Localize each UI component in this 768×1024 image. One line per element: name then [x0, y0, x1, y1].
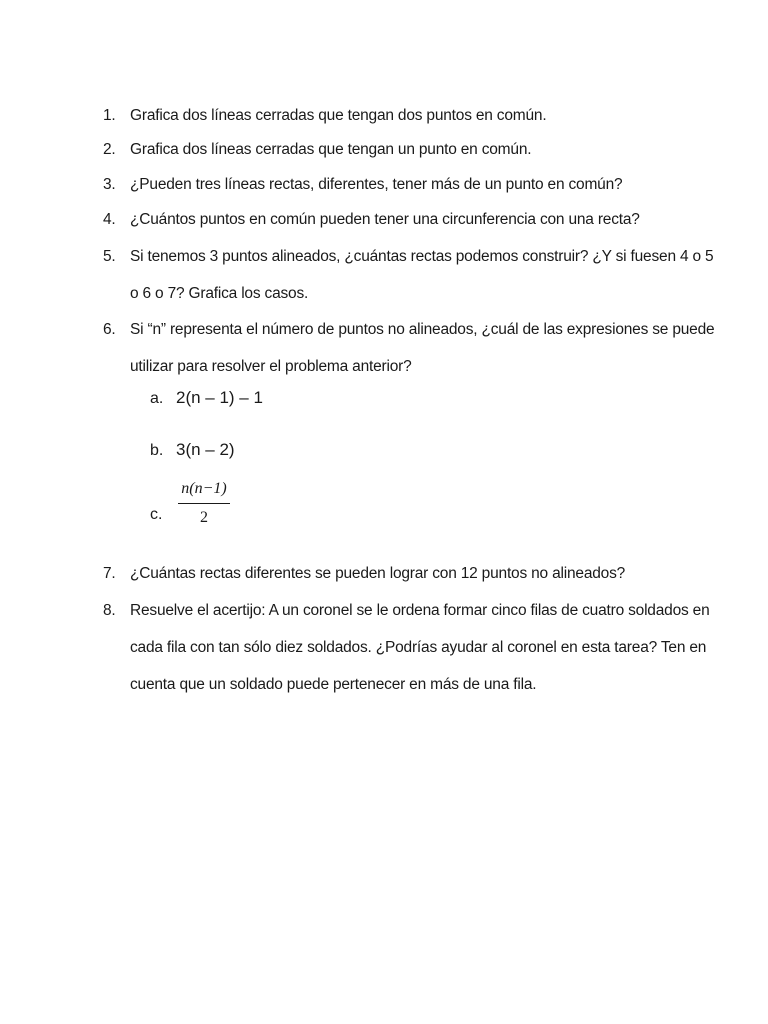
question-7 [103, 555, 723, 592]
question-text: Resuelve el acertijo: A un coronel se le ordena formar cinco filas de cuatro soldados en cada fila con tan sólo diez soldados. ¿Podrías ayudar al coronel en esta tarea? Ten en cuenta que un soldado puede pertenecer en más de una fila. [130, 602, 710, 693]
fraction-denominator: 2 [200, 509, 208, 526]
question-number: 6. [103, 321, 116, 338]
question-number: 2. [103, 141, 116, 158]
question-text: Grafica dos líneas cerradas que tengan un punto en común. [130, 141, 532, 158]
option-c-fraction [178, 478, 230, 529]
question-text: ¿Cuántos puntos en común pueden tener una circunferencia con una recta? [130, 211, 640, 228]
question-number: 7. [103, 565, 116, 582]
fraction-bar [178, 503, 230, 504]
question-4 [103, 201, 723, 238]
question-number: 4. [103, 211, 116, 228]
option-expression: 3(n – 2) [176, 440, 235, 459]
question-2 [103, 131, 723, 168]
fraction-numerator: n(n−1) [181, 480, 227, 497]
question-8 [103, 592, 723, 703]
question-text: ¿Pueden tres líneas rectas, diferentes, tener más de un punto en común? [130, 176, 623, 193]
question-5 [103, 238, 723, 312]
question-text: Si “n” representa el número de puntos no alineados, ¿cuál de las expresiones se puede utilizar para resolver el problema anterior? [130, 321, 715, 375]
question-number: 8. [103, 602, 116, 619]
option-a [150, 383, 263, 414]
question-text: ¿Cuántas rectas diferentes se pueden lograr con 12 puntos no alineados? [130, 565, 626, 582]
option-letter: b. [150, 442, 164, 459]
question-text: Grafica dos líneas cerradas que tengan dos puntos en común. [130, 107, 547, 124]
question-1 [103, 97, 723, 134]
option-letter: c. [150, 506, 163, 523]
question-6 [103, 311, 723, 385]
option-letter: a. [150, 390, 164, 407]
question-number: 5. [103, 248, 116, 265]
option-b [150, 435, 235, 466]
question-text: Si tenemos 3 puntos alineados, ¿cuántas rectas podemos construir? ¿Y si fuesen 4 o 5 o 6 o 7? Grafica los casos. [130, 248, 714, 302]
option-c [150, 500, 162, 530]
question-number: 1. [103, 107, 116, 124]
question-number: 3. [103, 176, 116, 193]
option-expression: 2(n – 1) – 1 [176, 388, 263, 407]
question-3 [103, 166, 723, 203]
